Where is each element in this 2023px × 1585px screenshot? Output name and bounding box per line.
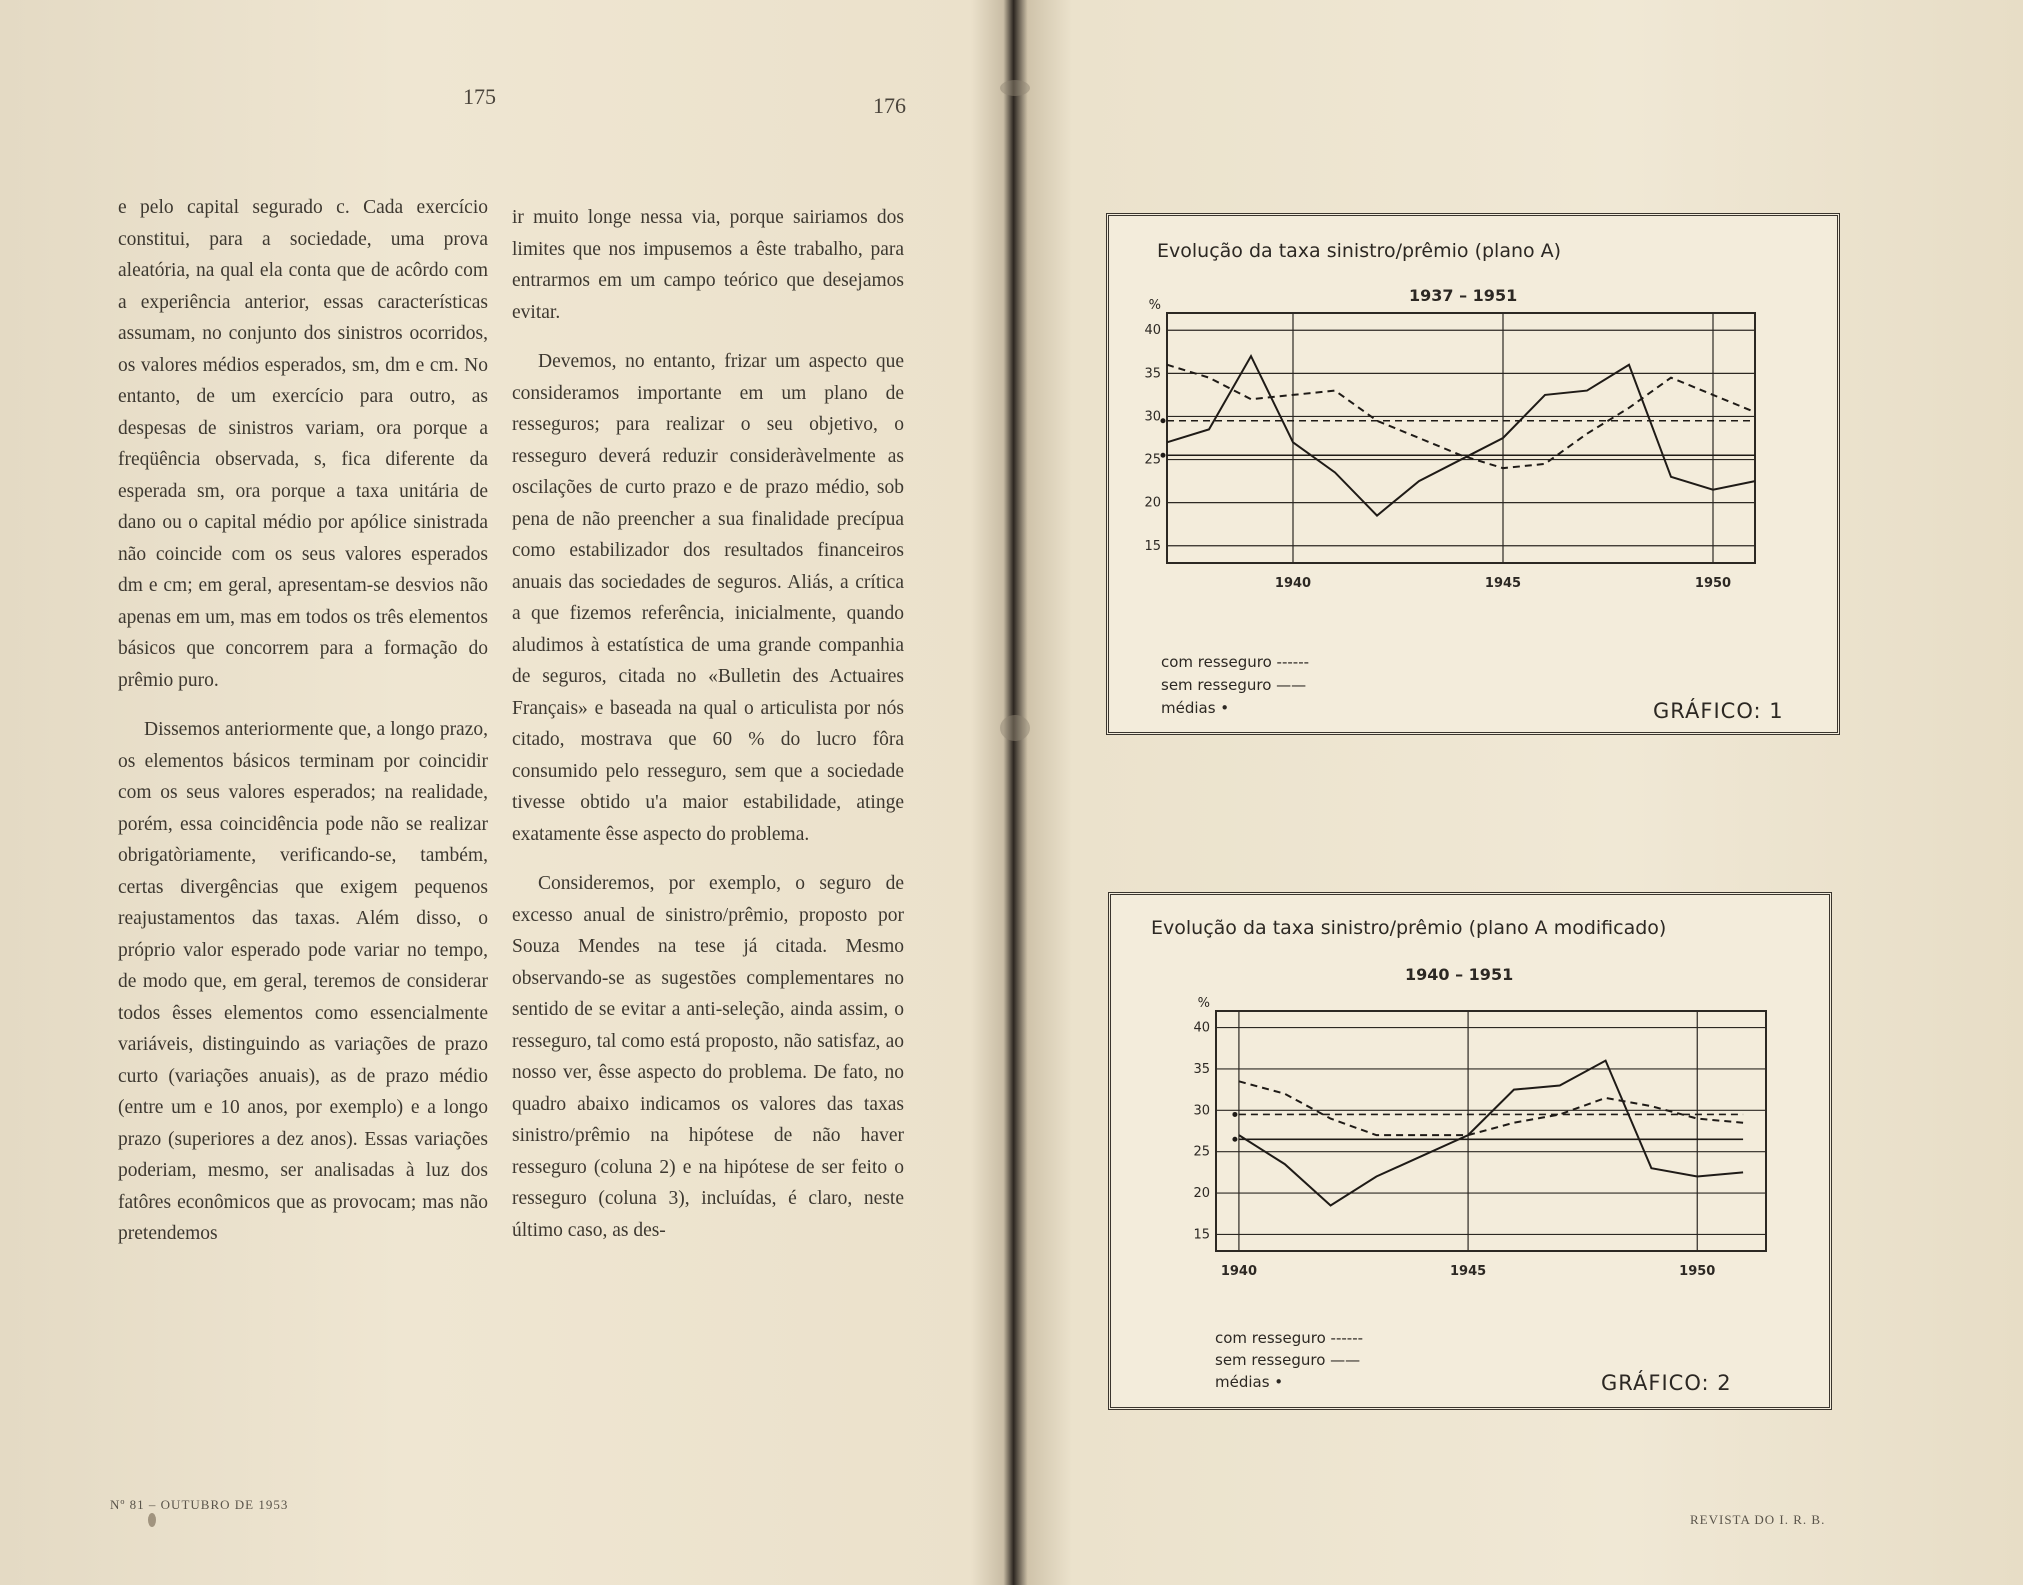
staple-top [1000, 80, 1030, 96]
y-tick-label: 25 [1144, 452, 1161, 468]
chart-1 [1106, 213, 1840, 735]
series-com-resseguro [1239, 1081, 1743, 1135]
plot-frame [1216, 1011, 1766, 1251]
y-tick-label: 30 [1193, 1103, 1210, 1119]
x-tick-label: 1950 [1679, 1264, 1716, 1279]
legend-sem-resseguro: sem resseguro —— [1161, 676, 1307, 694]
legend-sem-resseguro: sem resseguro —— [1215, 1351, 1361, 1369]
y-tick-label: 30 [1144, 409, 1161, 425]
x-tick-label: 1950 [1694, 576, 1732, 591]
y-tick-label: 35 [1193, 1061, 1210, 1077]
legend-medias: médias • [1161, 699, 1230, 717]
y-axis-unit: % [1148, 298, 1161, 313]
figure-label-2: GRÁFICO: 2 [1601, 1371, 1732, 1395]
paragraph: e pelo capital segurado c. Cada exercício constitui, para a sociedade, uma prova aleatória, na qual ela conta que de acôrdo com a experiência anterior, essas características assumam, no conjunto dos sinistros ocorridos, os valores médios esperados, sm, dm e cm. No entanto, de um exercício para outro, as despesas de sinistros variam, ora porque a freqüência observada, s, fica diferente da esperada sm, ora porque a taxa unitária de dano ou o capital médio por apólice sinistrada não coincide com os seus valores esperados dm e cm; em geral, apresentam-se desvios não apenas em um, mas em todos os três elementos básicos que concorrem para a formação do prêmio puro. [118, 197, 488, 691]
right-footer: REVISTA DO I. R. B. [1690, 1512, 1826, 1527]
paragraph: Devemos, no entanto, frizar um aspecto que consideramos importante em um plano de resseguros; para realizar o seu objetivo, o resseguro deverá reduzir consideràvelmente as oscilações de curto prazo e de prazo médio, sob pena de não preencher a sua finalidade precípua como estabilizador dos resultados financeiros anuais das sociedades de seguros. Aliás, a crítica a que fizemos referência, inicialmente, quando aludimos à estatística de uma grande companhia de seguros, citada no «Bulletin des Actuaires Français» e baseada na qual o articulista por nós citado, mostrava que 60 % do lucro fôra consumido pelo resseguro, sem que a sociedade tivesse obtido u'a maior estabilidade, atinge exatamente êsse aspecto do problema. [512, 351, 904, 845]
text-column-1 [118, 192, 488, 1268]
paragraph: ir muito longe nessa via, porque sairiamos dos limites que nos impusemos a êste trabalho, para entrarmos em um campo teórico que desejamos evitar. [512, 207, 904, 323]
chart-1-subtitle: 1937 – 1951 [1409, 286, 1518, 305]
y-axis-unit: % [1197, 996, 1210, 1011]
chart-1-title: Evolução da taxa sinistro/prêmio (plano A) [1157, 240, 1562, 262]
chart-2-subtitle: 1940 – 1951 [1405, 965, 1514, 984]
media-marker [1161, 453, 1166, 458]
y-tick-label: 20 [1144, 495, 1161, 511]
chart-2-title: Evolução da taxa sinistro/prêmio (plano A modificado) [1151, 917, 1667, 939]
x-tick-label: 1940 [1220, 1264, 1258, 1279]
media-marker [1232, 1137, 1237, 1142]
plot-frame [1167, 313, 1755, 563]
y-tick-label: 40 [1193, 1020, 1210, 1036]
page-number-176: 176 [873, 93, 906, 118]
media-marker [1161, 418, 1166, 423]
paragraph: Consideremos, por exemplo, o seguro de excesso anual de sinistro/prêmio, proposto por Souza Mendes na tese já citada. Mesmo observando-se as sugestões complementares no sentido de se evitar a anti-seleção, ainda assim, o resseguro, tal como está proposto, não satisfaz, ao nosso ver, êsse aspecto do problema. De fato, no quadro abaixo indicamos os valores das taxas sinistro/prêmio na hipótese de não haver resseguro (coluna 2) e na hipótese de ser feito o resseguro (coluna 3), incluídas, é claro, neste último caso, as des- [512, 873, 904, 1241]
legend-medias: médias • [1215, 1373, 1284, 1391]
legend-com-resseguro: com resseguro ------ [1215, 1329, 1364, 1347]
y-tick-label: 35 [1144, 366, 1161, 382]
paragraph: Dissemos anteriormente que, a longo prazo, os elementos básicos terminam por coincidir com os seus valores esperados; na realidade, porém, essa coincidência pode não se realizar obrigatòriamente, verificando-se, também, certas divergências que exigem pequenos reajustamentos das taxas. Além disso, o próprio valor esperado pode variar no tempo, de modo que, em geral, teremos de considerar todos êsses elementos como essencialmente variáveis, distinguindo as variações de prazo curto (variações anuais), as de prazo médio (entre um e 10 anos, por exemplo) e a longo prazo (superiores a dez anos). Essas variações poderiam, mesmo, ser analisadas à luz dos fatôres econômicos que as provocam; mas não pretendemos [118, 719, 488, 1244]
series-sem-resseguro [1239, 1061, 1743, 1206]
chart-2 [1108, 892, 1832, 1410]
staple-middle [1000, 715, 1030, 741]
y-tick-label: 15 [1144, 538, 1161, 554]
y-tick-label: 20 [1193, 1186, 1210, 1202]
x-tick-label: 1940 [1274, 576, 1312, 591]
media-marker [1232, 1112, 1237, 1117]
text-column-2 [512, 202, 904, 1264]
y-tick-label: 15 [1193, 1227, 1210, 1243]
figure-label-1: GRÁFICO: 1 [1653, 699, 1784, 723]
left-footer: Nº 81 – OUTUBRO DE 1953 [110, 1497, 289, 1512]
legend-com-resseguro: com resseguro ------ [1161, 653, 1310, 671]
x-tick-label: 1945 [1484, 576, 1522, 591]
y-tick-label: 25 [1193, 1144, 1210, 1160]
x-tick-label: 1945 [1449, 1264, 1487, 1279]
y-tick-label: 40 [1144, 323, 1161, 339]
page-number-175: 175 [463, 84, 496, 109]
ink-dot [148, 1513, 156, 1527]
